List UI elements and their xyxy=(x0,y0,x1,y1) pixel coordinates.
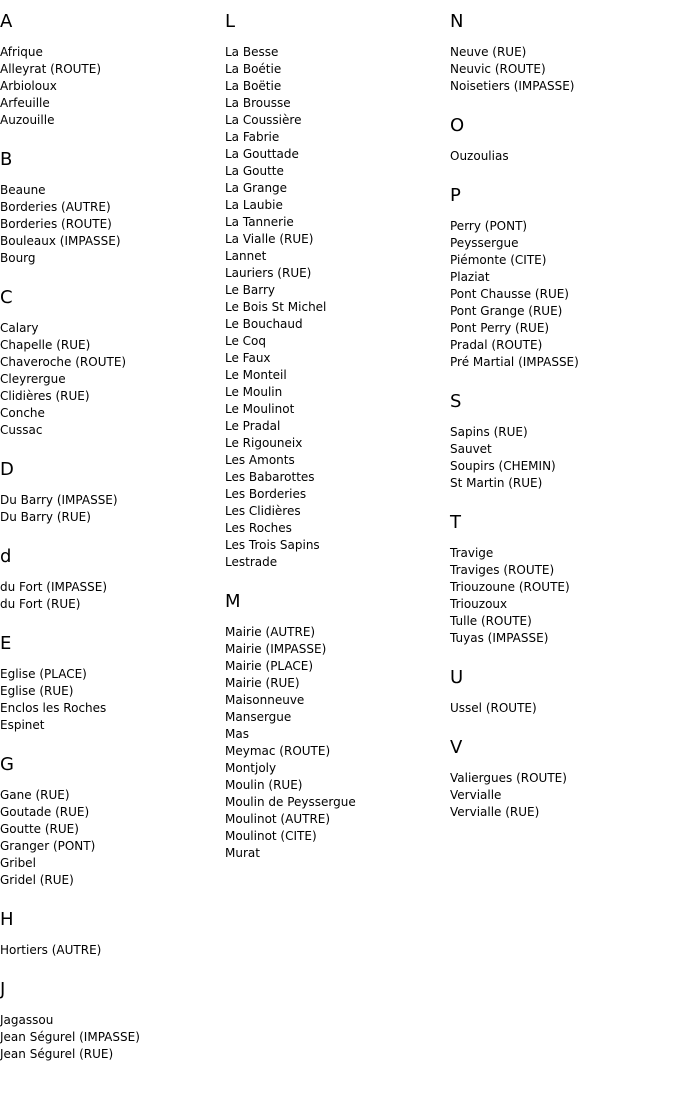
street-list xyxy=(0,942,225,959)
street-link[interactable]: Auzouille xyxy=(0,113,55,127)
street-link[interactable]: Bouleaux (IMPASSE) xyxy=(0,234,121,248)
street-list xyxy=(0,1012,225,1063)
street-list xyxy=(450,44,675,95)
street-link[interactable]: Tulle (ROUTE) xyxy=(450,614,532,628)
street-link[interactable]: Mairie (PLACE) xyxy=(225,659,314,673)
street-link[interactable]: Le Moulinot xyxy=(225,402,295,416)
street-link[interactable]: Le Moulin xyxy=(225,385,283,399)
street-link[interactable]: Beaune xyxy=(0,183,46,197)
street-link[interactable]: Moulin de Peyssergue xyxy=(225,795,356,809)
letter-heading: C xyxy=(0,287,13,308)
street-link[interactable]: Traviges (ROUTE) xyxy=(450,563,555,577)
street-link[interactable]: Le Coq xyxy=(225,334,267,348)
index-column xyxy=(225,8,450,879)
street-link[interactable]: Hortiers (AUTRE) xyxy=(0,943,102,957)
street-link[interactable]: Tuyas (IMPASSE) xyxy=(450,631,549,645)
street-link[interactable]: Le Rigouneix xyxy=(225,436,303,450)
street-link[interactable]: Enclos les Roches xyxy=(0,701,107,715)
street-link[interactable]: La Laubie xyxy=(225,198,283,212)
letter-group xyxy=(450,734,675,821)
street-list xyxy=(450,424,675,492)
street-link[interactable]: La Gouttade xyxy=(225,147,299,161)
letter-group xyxy=(0,906,225,959)
street-link[interactable]: Ouzoulias xyxy=(450,149,509,163)
letter-heading: J xyxy=(0,979,6,1000)
street-link[interactable]: Les Trois Sapins xyxy=(225,538,320,552)
street-link[interactable]: Le Pradal xyxy=(225,419,281,433)
letter-heading: V xyxy=(450,737,463,758)
street-link[interactable]: Ussel (ROUTE) xyxy=(450,701,537,715)
street-link[interactable]: Pont Perry (RUE) xyxy=(450,321,550,335)
street-link[interactable]: Sapins (RUE) xyxy=(450,425,528,439)
letter-heading: O xyxy=(450,115,465,136)
street-link[interactable]: Lauriers (RUE) xyxy=(225,266,312,280)
letter-group xyxy=(0,8,225,129)
letter-group xyxy=(0,751,225,889)
street-link[interactable]: Moulinot (AUTRE) xyxy=(225,812,331,826)
street-list xyxy=(225,624,450,862)
street-link[interactable]: Bourg xyxy=(0,251,36,265)
street-link[interactable]: Maisonneuve xyxy=(225,693,305,707)
letter-heading: H xyxy=(0,909,14,930)
letter-heading: M xyxy=(225,591,241,612)
street-link[interactable]: Arbioloux xyxy=(0,79,57,93)
street-link[interactable]: Les Amonts xyxy=(225,453,295,467)
street-link[interactable]: La Brousse xyxy=(225,96,291,110)
street-link[interactable]: Murat xyxy=(225,846,260,860)
street-link[interactable]: Granger (PONT) xyxy=(0,839,96,853)
street-link[interactable]: Gribel xyxy=(0,856,36,870)
letter-group xyxy=(450,388,675,492)
street-link[interactable]: Le Faux xyxy=(225,351,271,365)
street-link[interactable]: Mas xyxy=(225,727,249,741)
street-link[interactable]: Montjoly xyxy=(225,761,277,775)
street-link[interactable]: Triouzoune (ROUTE) xyxy=(450,580,570,594)
letter-heading: S xyxy=(450,391,462,412)
street-link[interactable]: Mairie (RUE) xyxy=(225,676,300,690)
street-list xyxy=(0,787,225,889)
street-link[interactable]: Moulin (RUE) xyxy=(225,778,303,792)
street-link[interactable]: Mansergue xyxy=(225,710,292,724)
street-link[interactable]: Sauvet xyxy=(450,442,492,456)
letter-heading: U xyxy=(450,667,464,688)
index-column xyxy=(0,8,225,1080)
street-link[interactable]: Arfeuille xyxy=(0,96,50,110)
street-list xyxy=(450,148,675,165)
street-link[interactable]: Pré Martial (IMPASSE) xyxy=(450,355,579,369)
street-link[interactable]: Conche xyxy=(0,406,45,420)
street-link[interactable]: Calary xyxy=(0,321,39,335)
letter-heading: L xyxy=(225,11,236,32)
street-list xyxy=(0,579,225,613)
letter-group xyxy=(0,543,225,613)
street-link[interactable]: Meymac (ROUTE) xyxy=(225,744,331,758)
street-link[interactable]: Le Bois St Michel xyxy=(225,300,327,314)
street-list xyxy=(0,320,225,439)
street-link[interactable]: Vervialle (RUE) xyxy=(450,805,540,819)
street-list xyxy=(450,700,675,717)
street-link[interactable]: Plaziat xyxy=(450,270,490,284)
street-link[interactable]: Mairie (IMPASSE) xyxy=(225,642,327,656)
letter-heading: G xyxy=(0,754,14,775)
street-link[interactable]: Gridel (RUE) xyxy=(0,873,74,887)
street-list xyxy=(0,666,225,734)
street-link[interactable]: La Tannerie xyxy=(225,215,294,229)
letter-group xyxy=(450,112,675,165)
street-link[interactable]: Espinet xyxy=(0,718,45,732)
street-list xyxy=(450,770,675,821)
street-link[interactable]: Valiergues (ROUTE) xyxy=(450,771,567,785)
street-link[interactable]: Vervialle xyxy=(450,788,502,802)
street-link[interactable]: La Fabrie xyxy=(225,130,280,144)
street-link[interactable]: Perry (PONT) xyxy=(450,219,528,233)
street-link[interactable]: La Boëtie xyxy=(225,79,282,93)
letter-group xyxy=(450,664,675,717)
street-list xyxy=(450,218,675,371)
street-link[interactable]: Cussac xyxy=(0,423,43,437)
street-list xyxy=(0,44,225,129)
letter-group xyxy=(450,509,675,647)
street-link[interactable]: Chaveroche (ROUTE) xyxy=(0,355,127,369)
street-link[interactable]: Clidières (RUE) xyxy=(0,389,90,403)
street-link[interactable]: Peyssergue xyxy=(450,236,519,250)
street-link[interactable]: Jean Ségurel (RUE) xyxy=(0,1047,114,1061)
street-link[interactable]: Alleyrat (ROUTE) xyxy=(0,62,102,76)
letter-heading: E xyxy=(0,633,12,654)
street-link[interactable]: Le Monteil xyxy=(225,368,287,382)
letter-heading: P xyxy=(450,185,461,206)
street-link[interactable]: La Grange xyxy=(225,181,288,195)
letter-group xyxy=(225,588,450,862)
letter-group xyxy=(0,146,225,267)
street-list xyxy=(225,44,450,571)
letter-heading: N xyxy=(450,11,464,32)
street-link[interactable]: La Coussière xyxy=(225,113,302,127)
street-link[interactable]: Lannet xyxy=(225,249,267,263)
street-link[interactable]: Jean Ségurel (IMPASSE) xyxy=(0,1030,140,1044)
letter-heading: A xyxy=(0,11,13,32)
street-link[interactable]: Les Borderies xyxy=(225,487,307,501)
street-link[interactable]: Lestrade xyxy=(225,555,278,569)
street-link[interactable]: Travige xyxy=(450,546,494,560)
street-link[interactable]: La Vialle (RUE) xyxy=(225,232,314,246)
letter-heading: D xyxy=(0,459,14,480)
street-link[interactable]: Afrique xyxy=(0,45,43,59)
street-link[interactable]: Piémonte (CITE) xyxy=(450,253,547,267)
street-link[interactable]: Du Barry (RUE) xyxy=(0,510,91,524)
street-link[interactable]: Eglise (RUE) xyxy=(0,684,74,698)
street-link[interactable]: Noisetiers (IMPASSE) xyxy=(450,79,575,93)
street-link[interactable]: Neuvic (ROUTE) xyxy=(450,62,546,76)
street-link[interactable]: Eglise (PLACE) xyxy=(0,667,87,681)
letter-group xyxy=(450,182,675,371)
letter-group xyxy=(225,8,450,571)
street-link[interactable]: Pradal (ROUTE) xyxy=(450,338,543,352)
street-link[interactable]: La Boétie xyxy=(225,62,282,76)
street-link[interactable]: Triouzoux xyxy=(450,597,508,611)
street-link[interactable]: Les Roches xyxy=(225,521,292,535)
street-link[interactable]: Soupirs (CHEMIN) xyxy=(450,459,556,473)
index-column xyxy=(450,8,675,838)
street-link[interactable]: Moulinot (CITE) xyxy=(225,829,317,843)
letter-heading: T xyxy=(450,512,461,533)
street-link[interactable]: La Goutte xyxy=(225,164,284,178)
street-link[interactable]: du Fort (IMPASSE) xyxy=(0,580,108,594)
street-link[interactable]: Neuve (RUE) xyxy=(450,45,527,59)
street-link[interactable]: Le Barry xyxy=(225,283,276,297)
street-list xyxy=(450,545,675,647)
street-link[interactable]: St Martin (RUE) xyxy=(450,476,543,490)
street-link[interactable]: Du Barry (IMPASSE) xyxy=(0,493,118,507)
street-link[interactable]: Borderies (AUTRE) xyxy=(0,200,111,214)
street-link[interactable]: Gane (RUE) xyxy=(0,788,70,802)
street-link[interactable]: Pont Chausse (RUE) xyxy=(450,287,569,301)
street-link[interactable]: Le Bouchaud xyxy=(225,317,303,331)
street-list xyxy=(0,492,225,526)
street-link[interactable]: Goutade (RUE) xyxy=(0,805,90,819)
street-link[interactable]: du Fort (RUE) xyxy=(0,597,81,611)
street-link[interactable]: La Besse xyxy=(225,45,279,59)
street-link[interactable]: Chapelle (RUE) xyxy=(0,338,91,352)
street-link[interactable]: Pont Grange (RUE) xyxy=(450,304,563,318)
street-link[interactable]: Jagassou xyxy=(0,1013,54,1027)
street-link[interactable]: Les Clidières xyxy=(225,504,301,518)
street-link[interactable]: Borderies (ROUTE) xyxy=(0,217,112,231)
letter-group xyxy=(0,456,225,526)
street-link[interactable]: Les Babarottes xyxy=(225,470,315,484)
street-list xyxy=(0,182,225,267)
letter-group xyxy=(0,630,225,734)
street-link[interactable]: Goutte (RUE) xyxy=(0,822,79,836)
letter-group xyxy=(0,976,225,1063)
letter-group xyxy=(0,284,225,439)
street-link[interactable]: Mairie (AUTRE) xyxy=(225,625,316,639)
letter-heading: d xyxy=(0,546,12,567)
letter-heading: B xyxy=(0,149,13,170)
street-link[interactable]: Cleyrergue xyxy=(0,372,66,386)
letter-group xyxy=(450,8,675,95)
